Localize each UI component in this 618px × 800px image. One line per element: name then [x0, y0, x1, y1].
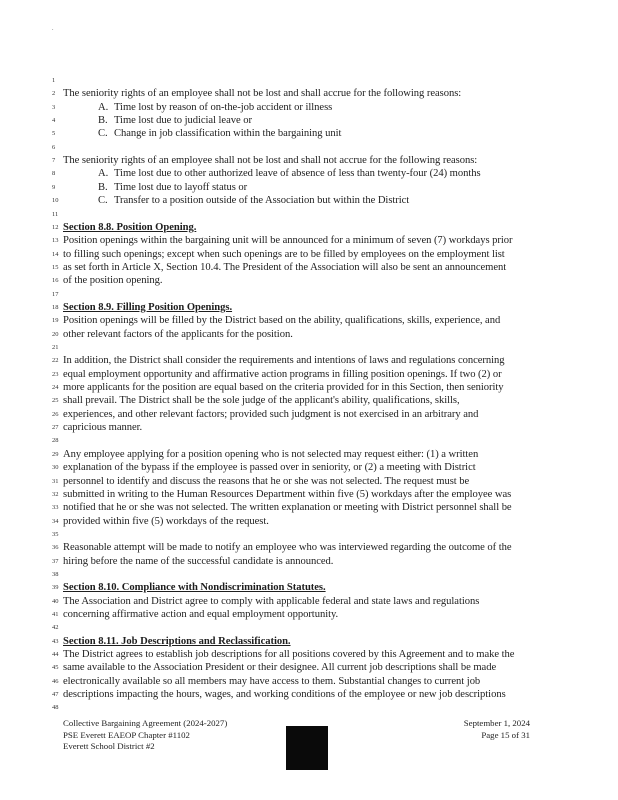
- list-item-letter: B.: [98, 115, 108, 127]
- list-item: [98, 181, 558, 194]
- line-row: [0, 555, 618, 568]
- line-row: [0, 194, 618, 207]
- section-heading: Section 8.8. Position Opening.: [63, 221, 197, 233]
- line-row: [0, 461, 618, 474]
- line-number: 7: [52, 157, 56, 165]
- paragraph-line: hiring before the name of the successful candidate is announced.: [63, 555, 334, 567]
- paragraph-line: notified that he or she was not selected. The written explanation or meeting with District personnel shall be: [63, 502, 512, 514]
- line-row: [0, 301, 618, 314]
- line-number: 16: [52, 277, 59, 285]
- line-number: 9: [52, 183, 56, 191]
- section-heading: Section 8.9. Filling Position Openings.: [63, 301, 233, 313]
- line-row: [0, 354, 618, 367]
- list-item: [98, 101, 558, 114]
- line-row: [0, 421, 618, 434]
- line-row: [0, 408, 618, 421]
- line-number: 1: [52, 77, 56, 84]
- line-row: [0, 368, 618, 381]
- line-row: [0, 648, 618, 661]
- line-number: 4: [52, 117, 56, 125]
- line-row: [0, 74, 618, 87]
- line-row: [0, 314, 618, 327]
- line-row: [0, 595, 618, 608]
- line-row: [0, 221, 618, 234]
- list-item-letter: A.: [98, 101, 109, 113]
- line-number: 35: [52, 530, 59, 538]
- footer-right: [464, 718, 530, 741]
- line-number: 30: [52, 464, 59, 472]
- line-row: [0, 488, 618, 501]
- line-number: 42: [52, 624, 59, 632]
- line-row: [0, 475, 618, 488]
- redaction-box: [286, 726, 328, 770]
- line-number: 28: [52, 437, 59, 445]
- line-number: 34: [52, 517, 59, 525]
- paragraph-line: Position openings within the bargaining unit will be announced for a minimum of seven (7) workdays prior: [63, 235, 513, 247]
- line-row: [0, 234, 618, 247]
- paragraph-line: other relevant factors of the applicants for the position.: [63, 328, 293, 340]
- line-row: [0, 141, 618, 154]
- list-item-text: Time lost due to other authorized leave of absence of less than twenty-four (24) months: [114, 168, 481, 180]
- line-number: 37: [52, 557, 59, 565]
- line-number: 22: [52, 357, 59, 365]
- line-number: 17: [52, 290, 59, 298]
- paragraph-line: The seniority rights of an employee shall not be lost and shall not accrue for the following reasons:: [63, 155, 478, 167]
- list-item-letter: C.: [98, 128, 108, 140]
- line-number: 5: [52, 130, 56, 138]
- line-row: [0, 167, 618, 180]
- paragraph-line: provided within five (5) workdays of the request.: [63, 515, 269, 527]
- line-number: 19: [52, 317, 59, 325]
- line-row: [0, 621, 618, 634]
- footer-page-number: Page 15 of 31: [481, 729, 530, 740]
- line-row: [0, 541, 618, 554]
- line-number: 18: [52, 303, 59, 311]
- line-number: 24: [52, 384, 59, 392]
- line-row: [0, 328, 618, 341]
- line-row: [0, 434, 618, 447]
- line-row: [0, 248, 618, 261]
- section-heading: Section 8.11. Job Descriptions and Reclassification.: [63, 635, 291, 647]
- line-number: 23: [52, 370, 59, 378]
- line-number: 46: [52, 677, 59, 685]
- list-item-text: Change in job classification within the bargaining unit: [114, 128, 342, 140]
- line-row: [0, 635, 618, 648]
- paragraph-line: same available to the Association President or their designee. All current job descriptions shall be made: [63, 662, 497, 674]
- line-number: 6: [52, 143, 56, 151]
- line-number: 32: [52, 490, 59, 498]
- line-row: [0, 688, 618, 701]
- footer-date: September 1, 2024: [463, 718, 530, 728]
- header-marks: .: [52, 26, 60, 32]
- paragraph-line: capricious manner.: [63, 422, 143, 434]
- line-row: [0, 528, 618, 541]
- line-row: [0, 127, 618, 140]
- list-item-text: Time lost due to layoff status or: [114, 181, 248, 193]
- list-item-letter: A.: [98, 168, 109, 180]
- line-number: 33: [52, 504, 59, 512]
- paragraph-line: electronically available so all members may have access to them. Substantial changes to current job: [63, 675, 481, 687]
- line-row: [0, 101, 618, 114]
- line-row: [0, 581, 618, 594]
- footer-agreement-title: Collective Bargaining Agreement (2024-2027): [63, 718, 228, 728]
- paragraph-line: descriptions impacting the hours, wages, and working conditions of the employee or new job descriptions: [63, 689, 506, 701]
- line-row: [0, 501, 618, 514]
- line-row: [0, 288, 618, 301]
- line-row: [0, 608, 618, 621]
- line-number: 48: [52, 704, 59, 712]
- paragraph-line: Reasonable attempt will be made to notify an employee who was interviewed regarding the outcome of the: [63, 542, 512, 554]
- line-number: 41: [52, 611, 59, 618]
- line-row: [0, 394, 618, 407]
- line-number: 36: [52, 544, 59, 552]
- line-row: [0, 208, 618, 221]
- paragraph-line: The seniority rights of an employee shall not be lost and shall accrue for the following reasons:: [63, 88, 462, 100]
- paragraph-line: equal employment opportunity and affirmative action programs in filling position openings. If two (2) or: [63, 368, 502, 380]
- list-item: [98, 167, 558, 180]
- line-number: 12: [52, 223, 59, 231]
- list-item: [98, 194, 558, 207]
- line-number: 21: [52, 344, 59, 351]
- line-number: 29: [52, 450, 59, 458]
- line-row: [0, 114, 618, 127]
- line-row: [0, 181, 618, 194]
- line-row: [0, 261, 618, 274]
- paragraph-line: more applicants for the position are equal based on the criteria provided for in this Section, then seniority: [63, 382, 504, 394]
- line-number: 27: [52, 424, 59, 432]
- list-item: [98, 127, 558, 140]
- line-number: 43: [52, 637, 59, 645]
- paragraph-line: as set forth in Article X, Section 10.4. The President of the Association will also be sent an announcement: [63, 261, 507, 273]
- line-row: [0, 661, 618, 674]
- paragraph-line: Any employee applying for a position opening who is not selected may request either: (1) a written: [63, 448, 479, 460]
- line-row: [0, 154, 618, 167]
- paragraph-line: submitted in writing to the Human Resources Department within five (5) workdays after the employee was: [63, 488, 512, 500]
- footer-chapter: PSE Everett EAEOP Chapter #1102: [63, 729, 190, 740]
- paragraph-line: of the position opening.: [63, 275, 163, 287]
- list-item-text: Time lost due to judicial leave or: [114, 115, 252, 127]
- line-row: [0, 701, 618, 714]
- line-number: 40: [52, 597, 59, 605]
- line-number: 25: [52, 397, 59, 405]
- line-number: 8: [52, 170, 56, 178]
- line-row: [0, 341, 618, 354]
- line-number: 3: [52, 103, 56, 111]
- line-number: 26: [52, 410, 59, 418]
- paragraph-line: The District agrees to establish job descriptions for all positions covered by this Agreement and to make the: [63, 649, 515, 661]
- line-row: [0, 87, 618, 100]
- footer-left: [63, 718, 227, 753]
- line-row: [0, 675, 618, 688]
- line-row: [0, 515, 618, 528]
- line-number: 31: [52, 477, 59, 485]
- line-number: 38: [52, 570, 59, 578]
- paragraph-line: In addition, the District shall consider the requirements and intentions of laws and regulations concerning: [63, 355, 505, 367]
- paragraph-line: to filling such openings; except when such openings are to be filled by employees on the employment list: [63, 248, 505, 260]
- line-number: 39: [52, 584, 59, 592]
- line-number: 14: [52, 250, 59, 258]
- list-item-letter: B.: [98, 181, 108, 193]
- paragraph-line: Position openings will be filled by the District based on the ability, qualifications, skills, experience, and: [63, 315, 501, 327]
- line-row: [0, 274, 618, 287]
- line-number: 15: [52, 263, 59, 271]
- line-number: 11: [52, 210, 59, 218]
- line-number: 45: [52, 664, 59, 672]
- paragraph-line: shall prevail. The District shall be the sole judge of the applicant's ability, qualifications, skills,: [63, 395, 460, 407]
- line-row: [0, 568, 618, 581]
- line-row: [0, 448, 618, 461]
- line-number: 10: [52, 197, 59, 205]
- list-item-text: Transfer to a position outside of the Association but within the District: [114, 195, 410, 207]
- list-item: [98, 114, 558, 127]
- paragraph-line: personnel to identify and discuss the reasons that he or she was not selected. The request must be: [63, 475, 470, 487]
- line-number: 20: [52, 330, 59, 338]
- section-heading: Section 8.10. Compliance with Nondiscrimination Statutes.: [63, 582, 326, 594]
- line-number: 47: [52, 691, 59, 699]
- paragraph-line: experiences, and other relevant factors; provided such judgment is not exercised in an arbitrary and: [63, 408, 479, 420]
- list-item-text: Time lost by reason of on-the-job accident or illness: [114, 101, 333, 113]
- line-number: 44: [52, 651, 59, 659]
- list-item-letter: C.: [98, 195, 108, 207]
- line-number: 2: [52, 90, 56, 98]
- line-number: 13: [52, 237, 59, 245]
- footer-district: Everett School District #2: [63, 741, 155, 751]
- paragraph-line: The Association and District agree to comply with applicable federal and state laws and regulations: [63, 595, 480, 607]
- paragraph-line: explanation of the bypass if the employee is passed over in seniority, or (2) a meeting with District: [63, 462, 476, 474]
- paragraph-line: concerning affirmative action and equal employment opportunity.: [63, 609, 339, 620]
- line-row: [0, 381, 618, 394]
